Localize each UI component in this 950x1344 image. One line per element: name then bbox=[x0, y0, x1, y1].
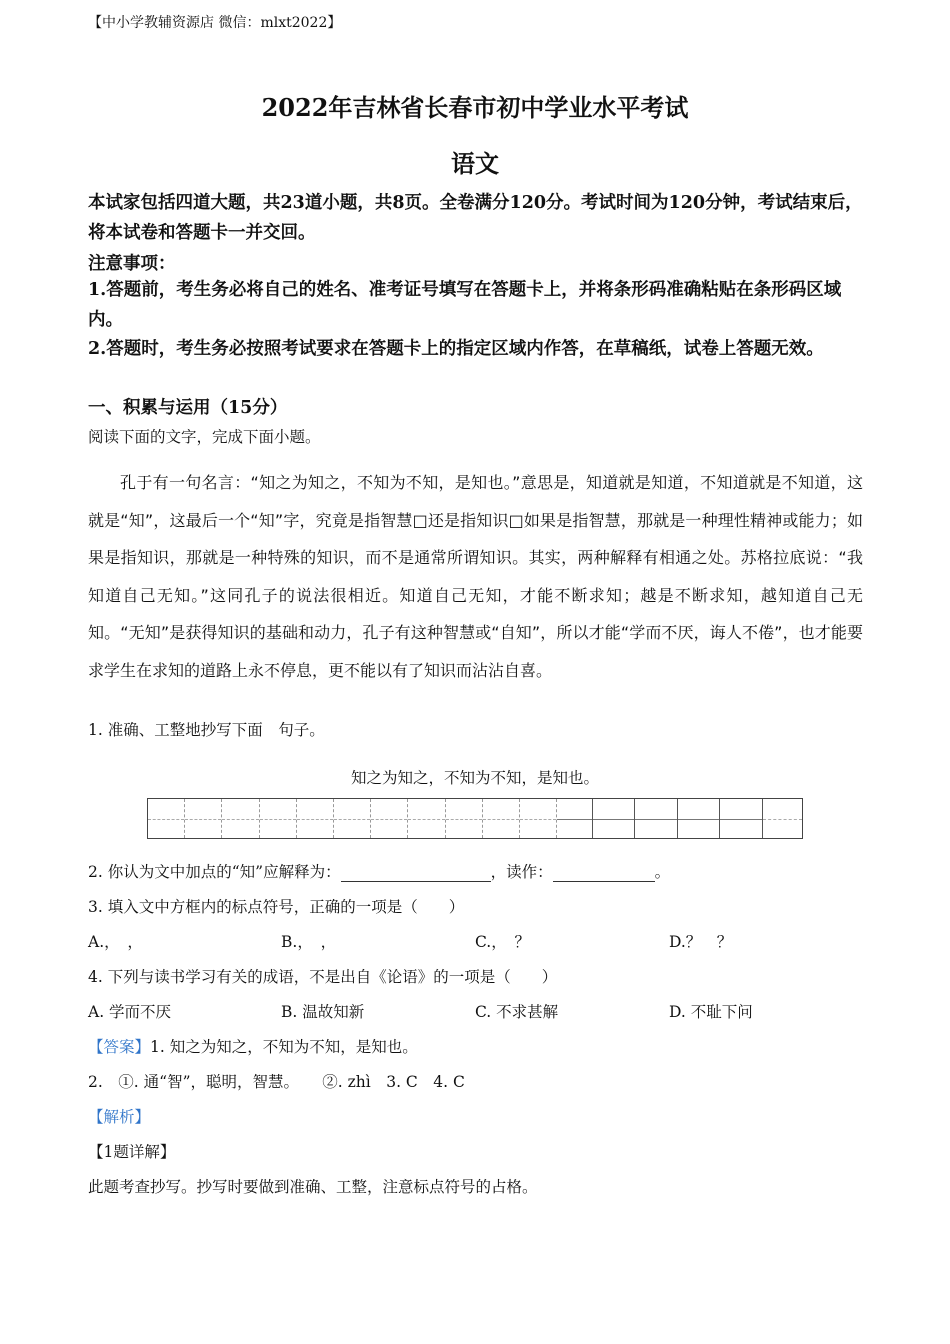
answer-1-text: 1. 知之为知之，不知为不知，是知也。 bbox=[150, 1038, 418, 1056]
grid-cell bbox=[185, 799, 222, 838]
question-2-read-label: ，读作： bbox=[490, 863, 553, 881]
copy-sentence: 知之为知之，不知为不知，是知也。 bbox=[350, 769, 599, 787]
question-4: 4. 下列与读书学习有关的成语，不是出自《论语》的一项是（ ） bbox=[88, 968, 558, 986]
grid-cell bbox=[334, 799, 371, 838]
grid-cell bbox=[148, 799, 185, 838]
grid-cell bbox=[222, 799, 259, 838]
question-2-text: 2. 你认为文中加点的“知”应解释为： bbox=[88, 863, 341, 881]
answer-line-2: 2. ①. 通“智”，聪明，智慧。 ②. zhì 3. C 4. C bbox=[88, 1073, 465, 1091]
q3-option-d[interactable]: D.？ ？ bbox=[669, 933, 733, 951]
grid-cell bbox=[371, 799, 408, 838]
section-heading: 一、积累与运用（15分） bbox=[88, 398, 288, 418]
q4-option-a[interactable]: A. 学而不厌 bbox=[88, 1003, 172, 1021]
question-2-end: 。 bbox=[654, 863, 671, 881]
answer-label: 【答案】 bbox=[88, 1038, 151, 1056]
grid-cell bbox=[297, 799, 334, 838]
question-3: 3. 填入文中方框内的标点符号，正确的一项是（ ） bbox=[88, 898, 465, 916]
grid-cell bbox=[446, 799, 483, 838]
notice-item-1: 1.答题前，考生务必将自己的姓名、准考证号填写在答题卡上，并将条形码准确粘贴在条形码区域内。 bbox=[88, 280, 842, 330]
question-1: 1. 准确、工整地抄写下面 句子。 bbox=[88, 721, 325, 739]
notice-item-2: 2.答题时，考生务必按照考试要求在答题卡上的指定区域内作答，在草稿纸，试卷上答题无效。 bbox=[88, 339, 824, 359]
grid-cell bbox=[260, 799, 297, 838]
q3-option-a[interactable]: A.， ， bbox=[88, 933, 143, 951]
grid-cell bbox=[720, 799, 762, 838]
grid-cell bbox=[557, 799, 593, 838]
grid-cell bbox=[483, 799, 520, 838]
q4-option-b[interactable]: B. 温故知新 bbox=[281, 1003, 365, 1021]
meaning-blank[interactable] bbox=[341, 865, 491, 882]
reading-instruction: 阅读下面的文字，完成下面小题。 bbox=[88, 428, 321, 446]
answer-line-1 bbox=[88, 1035, 863, 1057]
q3-option-b[interactable]: B.， ， bbox=[281, 933, 337, 951]
grid-cell bbox=[763, 799, 803, 838]
q4-option-d[interactable]: D. 不耻下问 bbox=[669, 1003, 753, 1021]
exam-intro: 本试家包括四道大题，共23道小题，共8页。全卷满分120分。考试时间为120分钟，考试结束后，将本试卷和答题卡一并交回。 bbox=[88, 193, 863, 243]
grid-cell bbox=[408, 799, 445, 838]
grid-cell bbox=[520, 799, 557, 838]
q4-option-c[interactable]: C. 不求甚解 bbox=[475, 1003, 559, 1021]
reading-passage: 孔于有一句名言：“知之为知之，不知为不知，是知也。”意思是，知道就是知道，不知道就是不知道，这就是“知”，这最后一个“知”字，究竟是指智慧□还是指知识□如果是指智慧，那就是一种理性精神或能力；如果是指知识，那就是一种特殊的知识，而不是通常所谓知识。其实，两种解释有相通之处。苏格拉底说：“我知道自己无知。”这同孔子的说法很相近。知道自己无知，才能不断求知；越是不断求知，越知道自己无知。“无知”是获得知识的基础和动力，孔子有这种智慧或“自知”，所以才能“学而不厌，诲人不倦”，也才能要求学生在求知的道路上永不停息，更不能以有了知识而沾沾自喜。 bbox=[88, 473, 863, 680]
exam-title: 2022年吉林省长春市初中学业水平考试 bbox=[261, 93, 689, 122]
subject-title: 语文 bbox=[451, 149, 499, 178]
q3-option-c[interactable]: C.， ？ bbox=[475, 933, 530, 951]
analysis-label: 【解析】 bbox=[88, 1108, 151, 1126]
grid-cell bbox=[635, 799, 677, 838]
source-header: 【中小学教辅资源店 微信：mlxt2022】 bbox=[88, 15, 342, 31]
grid-cell bbox=[678, 799, 720, 838]
grid-cell bbox=[593, 799, 635, 838]
question-2 bbox=[88, 860, 863, 882]
detail-text: 此题考查抄写。抄写时要做到准确、工整，注意标点符号的占格。 bbox=[88, 1178, 538, 1196]
notice-label: 注意事项： bbox=[88, 254, 176, 274]
copy-grid[interactable] bbox=[147, 798, 803, 839]
detail-label: 【1题详解】 bbox=[88, 1143, 176, 1161]
pronunciation-blank[interactable] bbox=[553, 865, 655, 882]
